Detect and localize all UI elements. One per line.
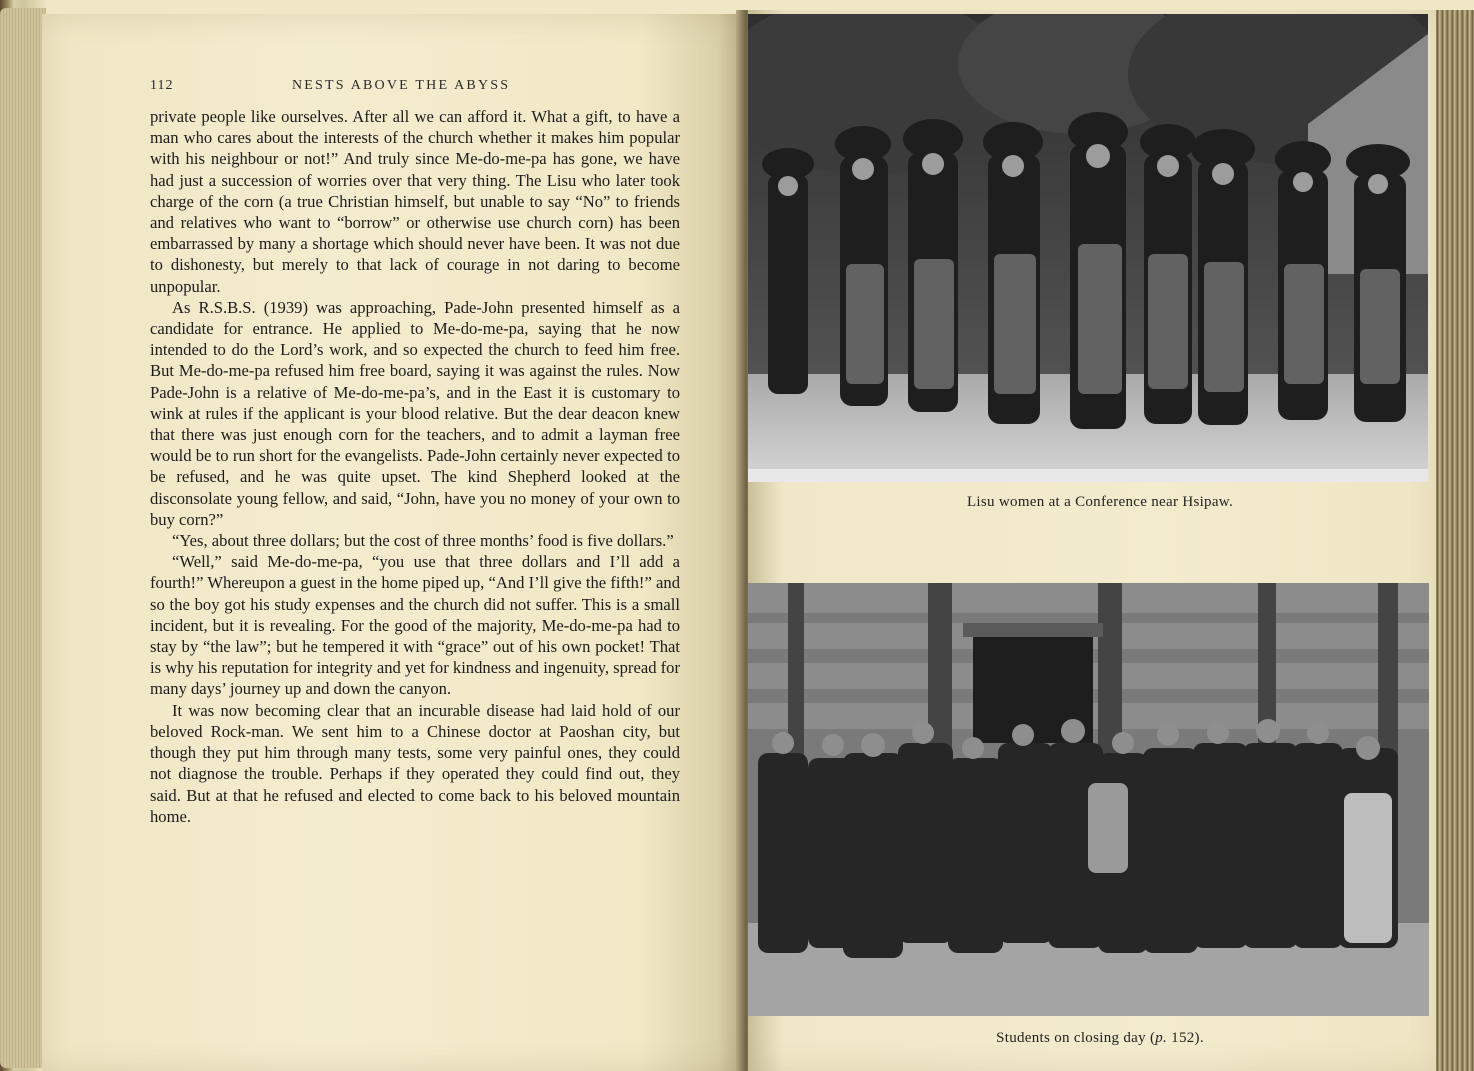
- paragraph: As R.S.B.S. (1939) was approaching, Pade-John presented himself as a candidate for entrance. He applied to Me-do-me-pa, saying that he now intended to do the Lord’s work, and so expected the church to feed him free. But Me-do-me-pa refused him free board, saying it was against the rules. Now Pade-John is a relative of Me-do-me-pa’s, and in the East it is customary to wink at rules if the applicant is your blood relative. But the dear deacon knew that there was just enough corn for the teachers, and to admit a layman free would be to run short for the evangelists. Pade-John certainly never expected to be refused, and he was quite upset. The kind Shepherd looked at the disconsolate young fellow, and said, “John, have you no money of your own to buy corn?”: [150, 297, 680, 529]
- photo-caption-bottom: [800, 1030, 1400, 1047]
- photo-caption-top: Lisu women at a Conference near Hsipaw.: [966, 494, 1234, 510]
- caption-text-page-ref: p.: [1155, 1030, 1168, 1046]
- photo-students: [748, 583, 1429, 1016]
- left-page-edges: [0, 8, 46, 1068]
- running-title: NESTS ABOVE THE ABYSS: [292, 78, 511, 93]
- caption-text-post: 152).: [1167, 1030, 1204, 1046]
- photo-lisu-women: [748, 14, 1428, 482]
- right-page-edges: [1436, 10, 1474, 1071]
- photo-lisu-women-graphic: [748, 14, 1428, 482]
- caption-text-pre: Students on closing day (: [996, 1030, 1156, 1046]
- photo-students-graphic: [748, 583, 1429, 1016]
- paragraph: “Yes, about three dollars; but the cost of three months’ food is five dollars.”: [172, 531, 674, 551]
- body-text: [150, 106, 680, 827]
- paragraph: private people like ourselves. After all we can afford it. What a gift, to have a man who cares about the interests of the church whether it makes him popular with his neighbour or not!” And truly since Me-do-me-pa has gone, we have had just a succession of worries over that very thing. The Lisu who later took charge of the corn (a true Christian himself, but unable to say “No” to friends and relatives who want to “borrow” or otherwise use church corn) has been embarrassed by many a shortage which should never have been. It was not due to dishonesty, but merely to that lack of courage in not daring to become unpopular.: [150, 107, 680, 296]
- page-header: [150, 78, 680, 98]
- paragraph: It was now becoming clear that an incurable disease had laid hold of our beloved Rock-man. We sent him to a Chinese doctor at Paoshan city, but though they put him through many tests, some very painful ones, they could not diagnose the trouble. Perhaps if they operated they could find out, they said. But at that he refused and elected to come back to his beloved mountain home.: [150, 700, 680, 826]
- paragraph: “Well,” said Me-do-me-pa, “you use that three dollars and I’ll add a fourth!” Whereupon a guest in the home piped up, “And I’ll give the fifth!” and so the boy got his study expenses and the church did not suffer. This is a small incident, but it is revealing. For the good of the majority, Me-do-me-pa had to stay by “the law”; but he tempered it with “grace” out of his own pocket! That is why his reputation for integrity and yet for kindness and ingenuity, spread for many days’ journey up and down the canyon.: [150, 552, 680, 699]
- page-number: 112: [150, 78, 174, 93]
